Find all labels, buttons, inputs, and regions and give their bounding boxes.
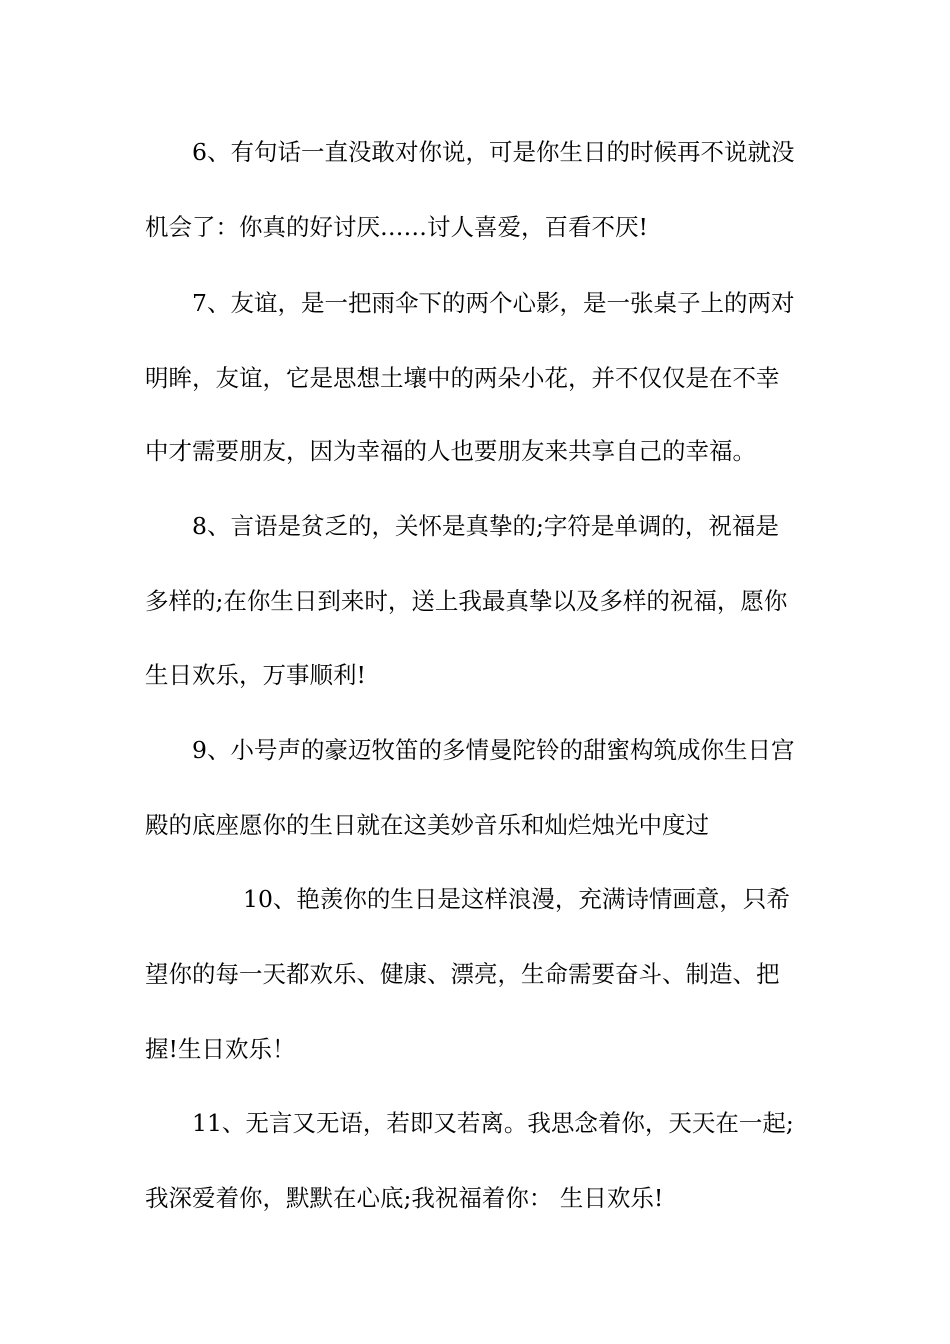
paragraph-11-line-1: 11、无言又无语，若即又若离。我思念着你，天天在一起; xyxy=(192,1109,794,1137)
paragraph-11-line-2: 我深爱着你，默默在心底;我祝福着你： 生日欢乐! xyxy=(145,1184,664,1212)
paragraph-10-line-2: 望你的每一天都欢乐、健康、漂亮，生命需要奋斗、制造、把 xyxy=(145,960,780,988)
paragraph-10-line-3: 握!生日欢乐！ xyxy=(145,1035,296,1063)
paragraph-7-line-3: 中才需要朋友，因为幸福的人也要朋友来共享自己的幸福。 xyxy=(145,437,756,465)
paragraph-7-line-2: 明眸，友谊，它是思想土壤中的两朵小花，并不仅仅是在不幸 xyxy=(145,364,780,392)
paragraph-8-line-1: 8、言语是贫乏的，关怀是真挚的;字符是单调的，祝福是 xyxy=(192,512,779,540)
paragraph-6-line-2: 机会了：你真的好讨厌……讨人喜爱，百看不厌! xyxy=(145,213,648,241)
paragraph-8-line-2: 多样的;在你生日到来时，送上我最真挚以及多样的祝福，愿你 xyxy=(145,587,788,615)
paragraph-7-line-1: 7、友谊，是一把雨伞下的两个心影，是一张桌子上的两对 xyxy=(192,289,795,317)
paragraph-9-line-2: 殿的底座愿你的生日就在这美妙音乐和灿烂烛光中度过 xyxy=(145,811,709,839)
paragraph-6-line-1: 6、有句话一直没敢对你说，可是你生日的时候再不说就没 xyxy=(192,138,795,166)
paragraph-10-line-1: 10、艳羡你的生日是这样浪漫，充满诗情画意，只希 xyxy=(243,885,790,913)
paragraph-9-line-1: 9、小号声的豪迈牧笛的多情曼陀铃的甜蜜构筑成你生日宫 xyxy=(192,736,795,764)
paragraph-8-line-3: 生日欢乐，万事顺利! xyxy=(145,661,366,689)
